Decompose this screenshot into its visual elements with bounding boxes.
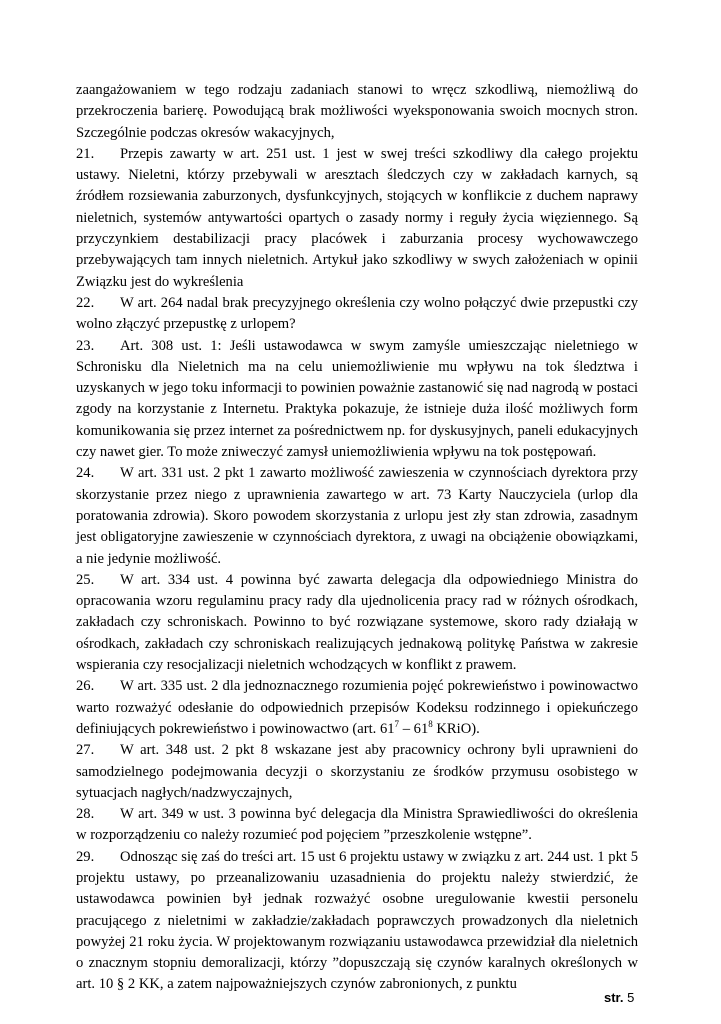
list-item-28: [76, 804, 638, 847]
item-text: W art. 264 nadal brak precyzyjnego określenia czy wolno połączyć dwie przepustki czy wolno złączyć przepustkę z urlopem?: [76, 294, 638, 333]
list-item-26: [76, 676, 638, 740]
item-text-end: KRiO).: [432, 720, 480, 737]
superscript: 7: [394, 719, 400, 730]
item-text: W art. 334 ust. 4 powinna być zawarta delegacja dla odpowiedniego Ministra do opracowania wzoru regulaminu pracy rady dla ujednolicenia pracy rad w różnych ośrodkach, zakładach czy schroniskach. Powinno to być rozwiązane systemowe, skoro rady działają w ośrodkach, zakładach czy schroniskach realizujących jednakową politykę Państwa w zakresie wspierania czy resocjalizacji nieletnich wchodzących w konflikt z prawem.: [76, 571, 638, 674]
list-item-23: [76, 336, 638, 464]
item-text: Przepis zawarty w art. 251 ust. 1 jest w swej treści szkodliwy dla całego projektu ustawy. Nieletni, którzy przebywali w aresztach śledczych czy w zakładach karnych, są źródłem rozsiewania zaburzonych, dysfunkcyjnych, stojących w konflikcie z duchem naprawy nieletnich, systemów antywartości opartych o zasady normy i reguły życia więziennego. Są przyczynkiem destabilizacji pracy placówek i zaburzania procesy wychowawczego przebywających tam innych nieletnich. Artykuł jako szkodliwy w swych założeniach w opinii Związku jest do wykreślenia: [76, 145, 638, 290]
item-number: 26.: [76, 678, 95, 695]
page-number-label: str.: [604, 990, 624, 1005]
item-number: 25.: [76, 571, 95, 588]
item-text: Odnosząc się zaś do treści art. 15 ust 6 projektu ustawy w związku z art. 244 ust. 1 pkt 5 projektu ustawy, po przeanalizowaniu uzasadnienia do projektu należy stwierdzić, że ustawodawca powinien był jednak rozważyć osobne uregulowanie kwestii personelu pracującego z nieletnimi w zakładzie/zakładach poprawczych prowadzonych dla nieletnich powyżej 21 roku życia. W projektowanym rozwiązaniu ustawodawca przewidział dla nieletnich o znacznym stopniu demoralizacji, którzy ”dopuszczają się czynów karalnych określonych w art. 10 § 2 KK, a zatem najpoważniejszych czynów zabronionych, z punktu: [76, 848, 638, 993]
item-number: 21.: [76, 145, 95, 162]
item-text-start: W art. 335 ust. 2 dla jednoznacznego rozumienia pojęć pokrewieństwo i powinowactwo warto rozważyć odesłanie do odpowiednich przepisów Kodeksu rodzinnego i opiekuńczego definiujących pokrewieństwo i powinowactwo (art. 61: [76, 678, 638, 737]
list-item-29: [76, 847, 638, 996]
list-item-24: [76, 463, 638, 569]
paragraph-continuation: zaangażowaniem w tego rodzaju zadaniach stanowi to wręcz szkodliwą, niemożliwą do przekroczenia barierę. Powodującą brak możliwości wyeksponowania swoich mocnych stron. Szczególnie podczas okresów wakacyjnych,: [76, 82, 638, 141]
item-number: 22.: [76, 294, 95, 311]
item-number: 23.: [76, 337, 95, 354]
item-number: 24.: [76, 465, 95, 482]
item-text: Art. 308 ust. 1: Jeśli ustawodawca w swym zamyśle umieszczając nieletniego w Schronisku dla Nieletnich ma na celu uniemożliwienie mu wpływu na tok śledztwa i uzyskanych w jego toku informacji to powinien poważnie zastanowić się nad nagrodą w postaci zgody na korzystanie z Internetu. Praktyka pokazuje, że istnieje duża ilość możliwych form komunikowania się przez internet za pośrednictwem np. for dyskusyjnych, paneli edukacyjnych czy nawet gier. To może zniweczyć zamysł uniemożliwienia wpływu na tok postępowań.: [76, 337, 638, 461]
item-text-mid: – 61: [399, 720, 429, 737]
page-number-value: 5: [627, 990, 635, 1005]
list-item-25: [76, 570, 638, 676]
page-number: [604, 990, 634, 1005]
list-item-27: [76, 740, 638, 804]
list-item-21: [76, 144, 638, 293]
item-number: 29.: [76, 848, 95, 865]
superscript: 8: [428, 719, 433, 730]
item-number: 28.: [76, 806, 95, 823]
document-body: [76, 80, 638, 996]
list-item-22: [76, 293, 638, 336]
item-text: W art. 331 ust. 2 pkt 1 zawarto możliwość zawieszenia w czynnościach dyrektora przy skorzystanie przez niego z uprawnienia zawartego w art. 73 Karty Nauczyciela (urlop dla poratowania zdrowia). Skoro powodem skorzystania z urlopu jest zły stan zdrowia, zasadnym jest obligatoryjne zawieszenie w czynnościach dyrektora, z uwagi na obciążenie obowiązkami, a nie jedynie możliwość.: [76, 465, 638, 567]
item-number: 27.: [76, 742, 95, 759]
item-text: W art. 348 ust. 2 pkt 8 wskazane jest aby pracownicy ochrony byli uprawnieni do samodzielnego podejmowania decyzji o skorzystaniu ze środków przymusu osobistego w sytuacjach nagłych/nadzwyczajnych,: [76, 742, 638, 801]
item-text: W art. 349 w ust. 3 powinna być delegacja dla Ministra Sprawiedliwości do określenia w rozporządzeniu co należy rozumieć pod pojęciem ”przeszkolenie wstępne”.: [76, 806, 638, 844]
